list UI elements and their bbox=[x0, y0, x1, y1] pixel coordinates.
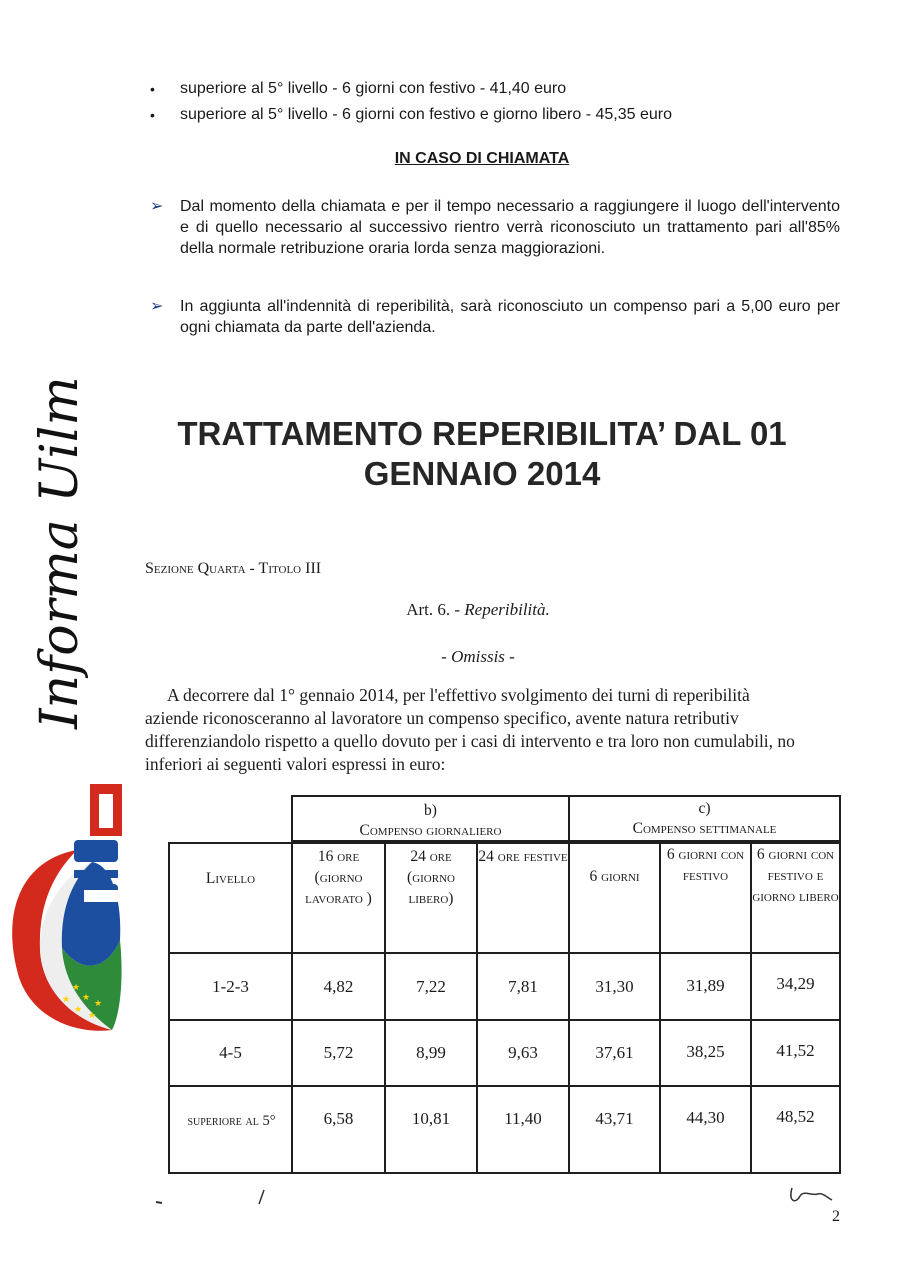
scan-article-heading bbox=[128, 600, 828, 620]
scanned-document bbox=[128, 512, 848, 1207]
arrow-item-text: Dal momento della chiamata e per il tempo necessario a raggiungere il luogo dell'intervento e di quello necessario al successivo rientro verrà riconosciuto un trattamento pari all'85% della normale retribuzione oraria lorda senza maggiorazioni. bbox=[180, 198, 840, 257]
column-header: Livello bbox=[205, 870, 256, 887]
arrow-bullet-icon: ➢ bbox=[150, 198, 164, 215]
section-heading: IN CASO DI CHIAMATA bbox=[394, 150, 570, 167]
group-c-title: Compenso settimanale bbox=[632, 820, 777, 837]
page-title bbox=[128, 414, 836, 494]
article-title: Reperibilità. bbox=[464, 600, 550, 619]
table-cell: 4,82 bbox=[323, 977, 354, 996]
scan-body-text bbox=[145, 684, 848, 776]
table-cell: 4-5 bbox=[219, 1043, 242, 1062]
table-cell: 48,52 bbox=[776, 1107, 815, 1126]
arrow-bullet-icon: ➢ bbox=[150, 298, 164, 315]
table-cell: 44,30 bbox=[686, 1108, 725, 1127]
brand-text: Informa Uilm bbox=[30, 376, 90, 729]
svg-text:★: ★ bbox=[74, 1005, 83, 1015]
arrow-item-text: In aggiunta all'indennità di reperibilità, sarà riconosciuto un compenso pari a 5,00 euro per ogni chiamata da parte dell'azienda. bbox=[180, 298, 840, 336]
table-cell: 7,22 bbox=[416, 977, 446, 996]
page-number: 2 bbox=[832, 1208, 840, 1225]
table-cell: 8,99 bbox=[416, 1043, 446, 1062]
body-line: A decorrere dal 1° gennaio 2014, per l'effettivo svolgimento dei turni di reperibilità bbox=[167, 685, 750, 705]
body-line: inferiori ai seguenti valori espressi in euro: bbox=[145, 754, 446, 774]
svg-text:★: ★ bbox=[88, 1011, 97, 1021]
page-title-line: TRATTAMENTO REPERIBILITA’ DAL 01 bbox=[177, 415, 787, 452]
table-cell: 6,58 bbox=[323, 1109, 354, 1128]
page-title-line: GENNAIO 2014 bbox=[363, 455, 601, 492]
svg-text:★: ★ bbox=[94, 999, 103, 1009]
column-header: 6 giorni con festivo e giorno libero bbox=[752, 846, 839, 905]
table-cell: 37,61 bbox=[595, 1043, 634, 1062]
arrow-item bbox=[150, 296, 840, 338]
body-line: aziende riconosceranno al lavoratore un compenso specifico, avente natura retributiv bbox=[145, 708, 739, 728]
column-header: 16 ore (giorno lavorato ) bbox=[305, 848, 372, 907]
scan-section-title: Sezione Quarta - Titolo III bbox=[145, 560, 322, 577]
list-item: • superiore al 5° livello - 6 giorni con festivo - 41,40 euro bbox=[150, 76, 672, 102]
table-cell: 1-2-3 bbox=[212, 977, 249, 996]
arrow-item bbox=[150, 196, 840, 259]
column-header: 6 giorni bbox=[589, 868, 640, 885]
uilm-logo bbox=[2, 780, 127, 1040]
table-cell: superiore al 5° bbox=[187, 1113, 276, 1129]
bullet-list bbox=[150, 76, 672, 128]
table-cell: 38,25 bbox=[686, 1042, 725, 1061]
table-cell: 31,89 bbox=[686, 976, 725, 995]
table-cell: 5,72 bbox=[323, 1043, 354, 1062]
column-header: 24 ore festive bbox=[478, 848, 568, 865]
svg-text:★: ★ bbox=[72, 983, 81, 993]
column-header: 24 ore (giorno libero) bbox=[407, 848, 455, 907]
table-cell: 34,29 bbox=[776, 974, 815, 993]
group-b-title: Compenso giornaliero bbox=[359, 822, 502, 839]
table-cell: 31,30 bbox=[595, 977, 634, 996]
body-line: differenziandolo rispetto a quello dovuto per i casi di intervento e tra loro non cumulabili, no bbox=[145, 731, 795, 751]
list-item: • superiore al 5° livello - 6 giorni con festivo e giorno libero - 45,35 euro bbox=[150, 102, 672, 128]
group-b-label: b) bbox=[424, 802, 437, 819]
svg-text:★: ★ bbox=[82, 993, 91, 1003]
table-cell: 9,63 bbox=[508, 1043, 538, 1062]
group-c-label: c) bbox=[698, 800, 711, 817]
scan-omissis: - Omissis - bbox=[441, 647, 515, 666]
table-cell: 10,81 bbox=[411, 1109, 451, 1128]
column-header: 6 giorni con festivo bbox=[666, 846, 745, 884]
table-cell: 41,52 bbox=[776, 1041, 815, 1060]
table-cell: 43,71 bbox=[595, 1109, 634, 1128]
table-cell: 7,81 bbox=[508, 977, 538, 996]
article-number: Art. 6. - bbox=[406, 600, 461, 619]
table-cell: 11,40 bbox=[504, 1109, 542, 1128]
svg-text:★: ★ bbox=[62, 995, 71, 1005]
signature-marks bbox=[128, 1182, 848, 1207]
